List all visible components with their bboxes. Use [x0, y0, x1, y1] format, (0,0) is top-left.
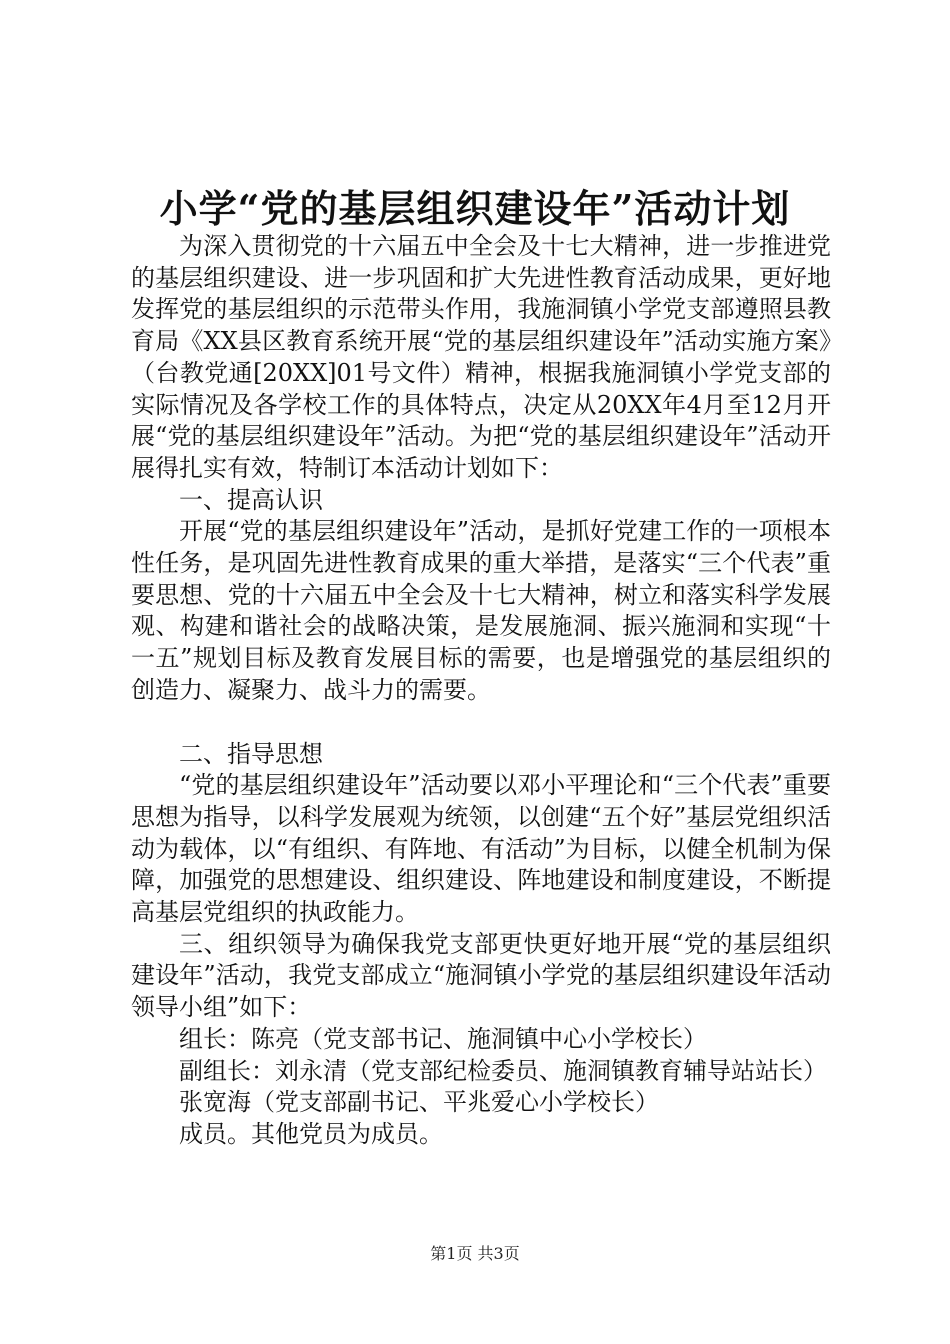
paragraph-spacer: [131, 707, 831, 739]
members-line: 成员。其他党员为成员。: [179, 1119, 443, 1148]
document-body: [131, 231, 831, 1151]
intro-paragraph: 为深入贯彻党的十六届五中全会及十七大精神，进一步推进党的基层组织建设、进一步巩固和扩大先进性教育活动成果，更好地发挥党的基层组织的示范带头作用，我施洞镇小学党支部遵照县教育局《XX县区教育系统开展“党的基层组织建设年”活动实施方案》（台教党通[20XX]01号文件）精神，根据我施洞镇小学党支部的实际情况及各学校工作的具体特点，决定从20XX年4月至12月开展“党的基层组织建设年”活动。为把“党的基层组织建设年”活动开展得扎实有效，特制订本活动计划如下：: [131, 232, 831, 482]
section-3-paragraph: 三、组织领导为确保我党支部更快更好地开展“党的基层组织建设年”活动，我党支部成立“施洞镇小学党的基层组织建设年活动领导小组”如下：: [131, 929, 831, 1022]
section-heading-2: 二、指导思想: [179, 739, 323, 768]
leader-line: 组长：陈亮（党支部书记、施洞镇中心小学校长）: [179, 1024, 707, 1053]
section-heading-1: 一、提高认识: [179, 485, 323, 514]
section-2-paragraph: “党的基层组织建设年”活动要以邓小平理论和“三个代表”重要思想为指导，以科学发展观为统领，以创建“五个好”基层党组织活动为载体，以“有组织、有阵地、有活动”为目标，以健全机制为保障，加强党的思想建设、组织建设、阵地建设和制度建设，不断提高基层党组织的执政能力。: [131, 771, 831, 927]
section-1-paragraph: 开展“党的基层组织建设年”活动，是抓好党建工作的一项根本性任务，是巩固先进性教育成果的重大举措，是落实“三个代表”重要思想、党的十六届五中全会及十七大精神，树立和落实科学发展观、构建和谐社会的战略决策，是发展施洞、振兴施洞和实现“十一五”规划目标及教育发展目标的需要，也是增强党的基层组织的创造力、凝聚力、战斗力的需要。: [131, 517, 831, 704]
document-title: 小学“党的基层组织建设年”活动计划: [159, 186, 791, 231]
deputy-leader-line: 副组长：刘永清（党支部纪检委员、施洞镇教育辅导站站长）: [179, 1056, 827, 1085]
deputy-leader-line-2: 张宽海（党支部副书记、平兆爱心小学校长）: [179, 1088, 659, 1117]
page-number-footer: 第1页 共3页: [430, 1244, 520, 1263]
